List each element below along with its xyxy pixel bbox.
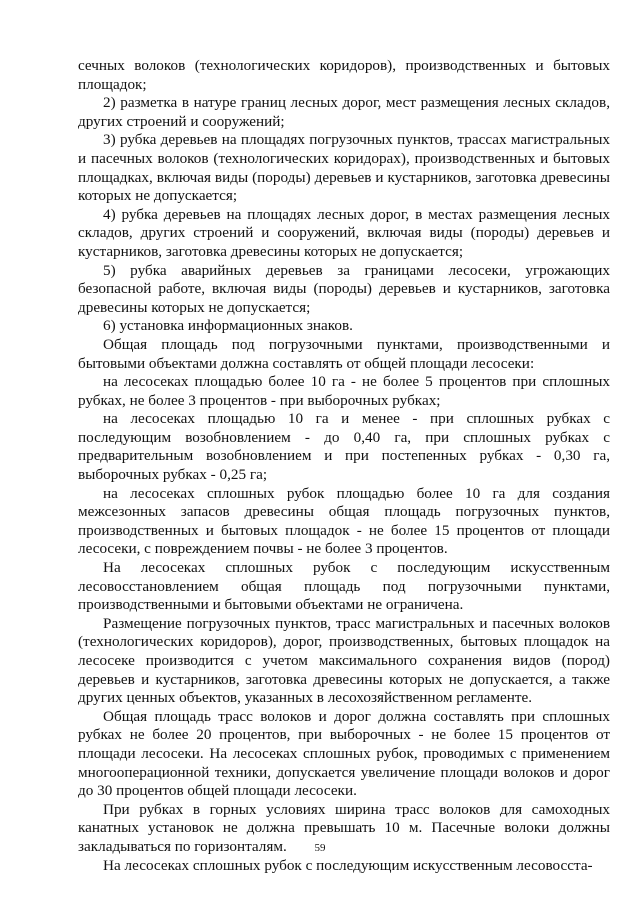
paragraph-12: Размещение погрузочных пунктов, трасс магистральных и пасечных волоков (технологических коридоров), дорог, производственных, бытовых площадок на лесосеке производится с учетом максимального сохранения видов (пород) деревьев и кустарников, заготовка древесины которых не допускается, а также других ценных объектов, указанных в лесохозяйственном регламенте. [78, 614, 610, 707]
paragraph-7: Общая площадь под погрузочными пунктами, производственными и бытовыми объектами должна составлять от общей площади лесосеки: [78, 335, 610, 372]
paragraph-13: Общая площадь трасс волоков и дорог должна составлять при сплошных рубках не более 20 процентов, при выборочных - не более 15 процентов от площади лесосеки. На лесосеках сплошных рубок, проводимых с применением многооперационной техники, допускается увеличение площади волоков и дорог до 30 процентов общей площади лесосеки. [78, 707, 610, 800]
paragraph-1: сечных волоков (технологических коридоров), производственных и бытовых площадок; [78, 57, 610, 93]
paragraph-8: на лесосеках площадью более 10 га - не более 5 процентов при сплошных рубках, не более 3 процентов - при выборочных рубках; [78, 373, 610, 409]
paragraph-3: 3) рубка деревьев на площадях погрузочных пунктов, трассах магистральных и пасечных волоков (технологических коридорах), производственных и бытовых площадках, включая виды (породы) деревьев и кустарников, заготовка древесины которых не допускается; [78, 131, 610, 205]
page-number: 59 [314, 842, 326, 854]
paragraph-6: 6) установка информационных знаков. [103, 317, 353, 335]
paragraph-11: На лесосеках сплошных рубок с последующим искусственным лесовосстановлением общая площадь под погрузочными пунктами, производственными и бытовыми объектами не ограничена. [78, 559, 610, 614]
paragraph-14: При рубках в горных условиях ширина трасс волоков для самоходных канатных установок не должна превышать 10 м. Пасечные волоки должны закладываться по горизонталям. [78, 800, 610, 855]
paragraph-9: на лесосеках площадью 10 га и менее - при сплошных рубках с последующим возобновлением - до 0,40 га, при сплошных рубках с предварительным возобновлением и при постепенных рубках - 0,30 га, выборочных рубках - 0,25 га; [78, 410, 610, 484]
paragraph-15: На лесосеках сплошных рубок с последующим искусственным лесовосста- [103, 856, 593, 874]
paragraph-10: на лесосеках сплошных рубок площадью более 10 га для создания межсезонных запасов древесины общая площадь погрузочных пунктов, производственных и бытовых площадок - не более 15 процентов от площади лесосеки, с повреждением почвы - не более 3 процентов. [78, 484, 610, 558]
document-body [78, 57, 610, 875]
paragraph-2: 2) разметка в натуре границ лесных дорог, мест размещения лесных складов, других строений и сооружений; [78, 94, 610, 130]
paragraph-4: 4) рубка деревьев на площадях лесных дорог, в местах размещения лесных складов, других строений и сооружений, включая виды (породы) деревьев и кустарников, заготовка древесины которых не допускается; [78, 205, 610, 260]
paragraph-5: 5) рубка аварийных деревьев за границами лесосеки, угрожающих безопасной работе, включая виды (породы) деревьев и кустарников, заготовка древесины которых не допускается; [78, 261, 610, 316]
